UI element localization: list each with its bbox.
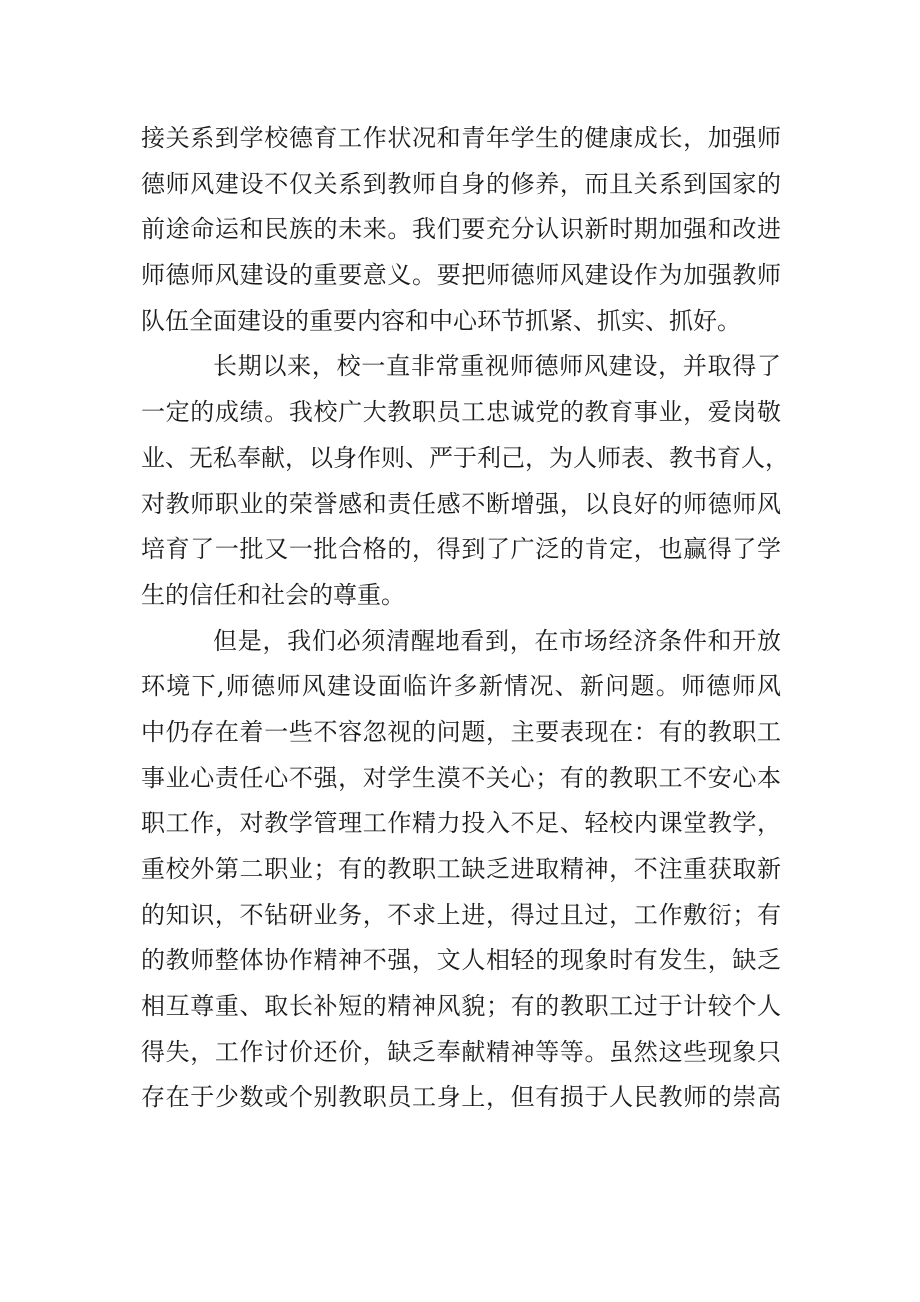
text-line: 环境下,师德师风建设面临许多新情况、新问题。师德师风	[141, 672, 781, 701]
text-line: 相互尊重、取长补短的精神风貌；有的教职工过于计较个人	[141, 992, 781, 1021]
text-line: 但是，我们必须清醒地看到，在市场经济条件和开放	[213, 626, 781, 655]
text-line: 一定的成绩。我校广大教职员工忠诚党的教育事业，爱岗敬	[141, 398, 781, 427]
body-text	[141, 116, 789, 1121]
paragraph-2	[141, 344, 789, 618]
text-line: 接关系到学校德育工作状况和青年学生的健康成长，加强师	[141, 124, 781, 152]
text-line: 重校外第二职业；有的教职工缺乏进取精神，不注重获取新	[141, 855, 781, 883]
text-line: 生的信任和社会的尊重。	[141, 580, 405, 609]
text-line: 的教师整体协作精神不强，文人相轻的现象时有发生，缺乏	[141, 946, 781, 975]
paragraph-1	[141, 116, 781, 344]
text-line: 的知识，不钻研业务，不求上进，得过且过，工作敷衍；有	[141, 900, 781, 929]
text-line: 存在于少数或个别教职员工身上，但有损于人民教师的崇高	[141, 1083, 781, 1112]
text-line: 培育了一批又一批合格的，得到了广泛的肯定，也赢得了学	[141, 535, 781, 564]
text-line: 中仍存在着一些不容忽视的问题，主要表现在：有的教职工	[141, 717, 781, 746]
text-line: 得失，工作讨价还价，缺乏奉献精神等等。虽然这些现象只	[141, 1037, 781, 1066]
text-line: 业、无私奉献，以身作则、严于利己，为人师表、教书育人，	[141, 443, 789, 472]
text-line: 对教师职业的荣誉感和责任感不断增强，以良好的师德师风	[141, 489, 781, 518]
text-line: 职工作，对教学管理工作精力投入不足、轻校内课堂教学，	[141, 809, 781, 838]
text-line: 前途命运和民族的未来。我们要充分认识新时期加强和改进	[141, 215, 781, 244]
paragraph-3	[141, 619, 781, 1122]
text-line: 长期以来，校一直非常重视师德师风建设，并取得了	[213, 352, 781, 381]
text-line: 德师风建设不仅关系到教师自身的修养，而且关系到国家的	[141, 169, 781, 198]
text-line: 师德师风建设的重要意义。要把师德师风建设作为加强教师	[141, 261, 781, 290]
text-line: 队伍全面建设的重要内容和中心环节抓紧、抓实、抓好。	[141, 306, 741, 335]
text-line: 事业心责任心不强，对学生漠不关心；有的教职工不安心本	[141, 763, 781, 792]
